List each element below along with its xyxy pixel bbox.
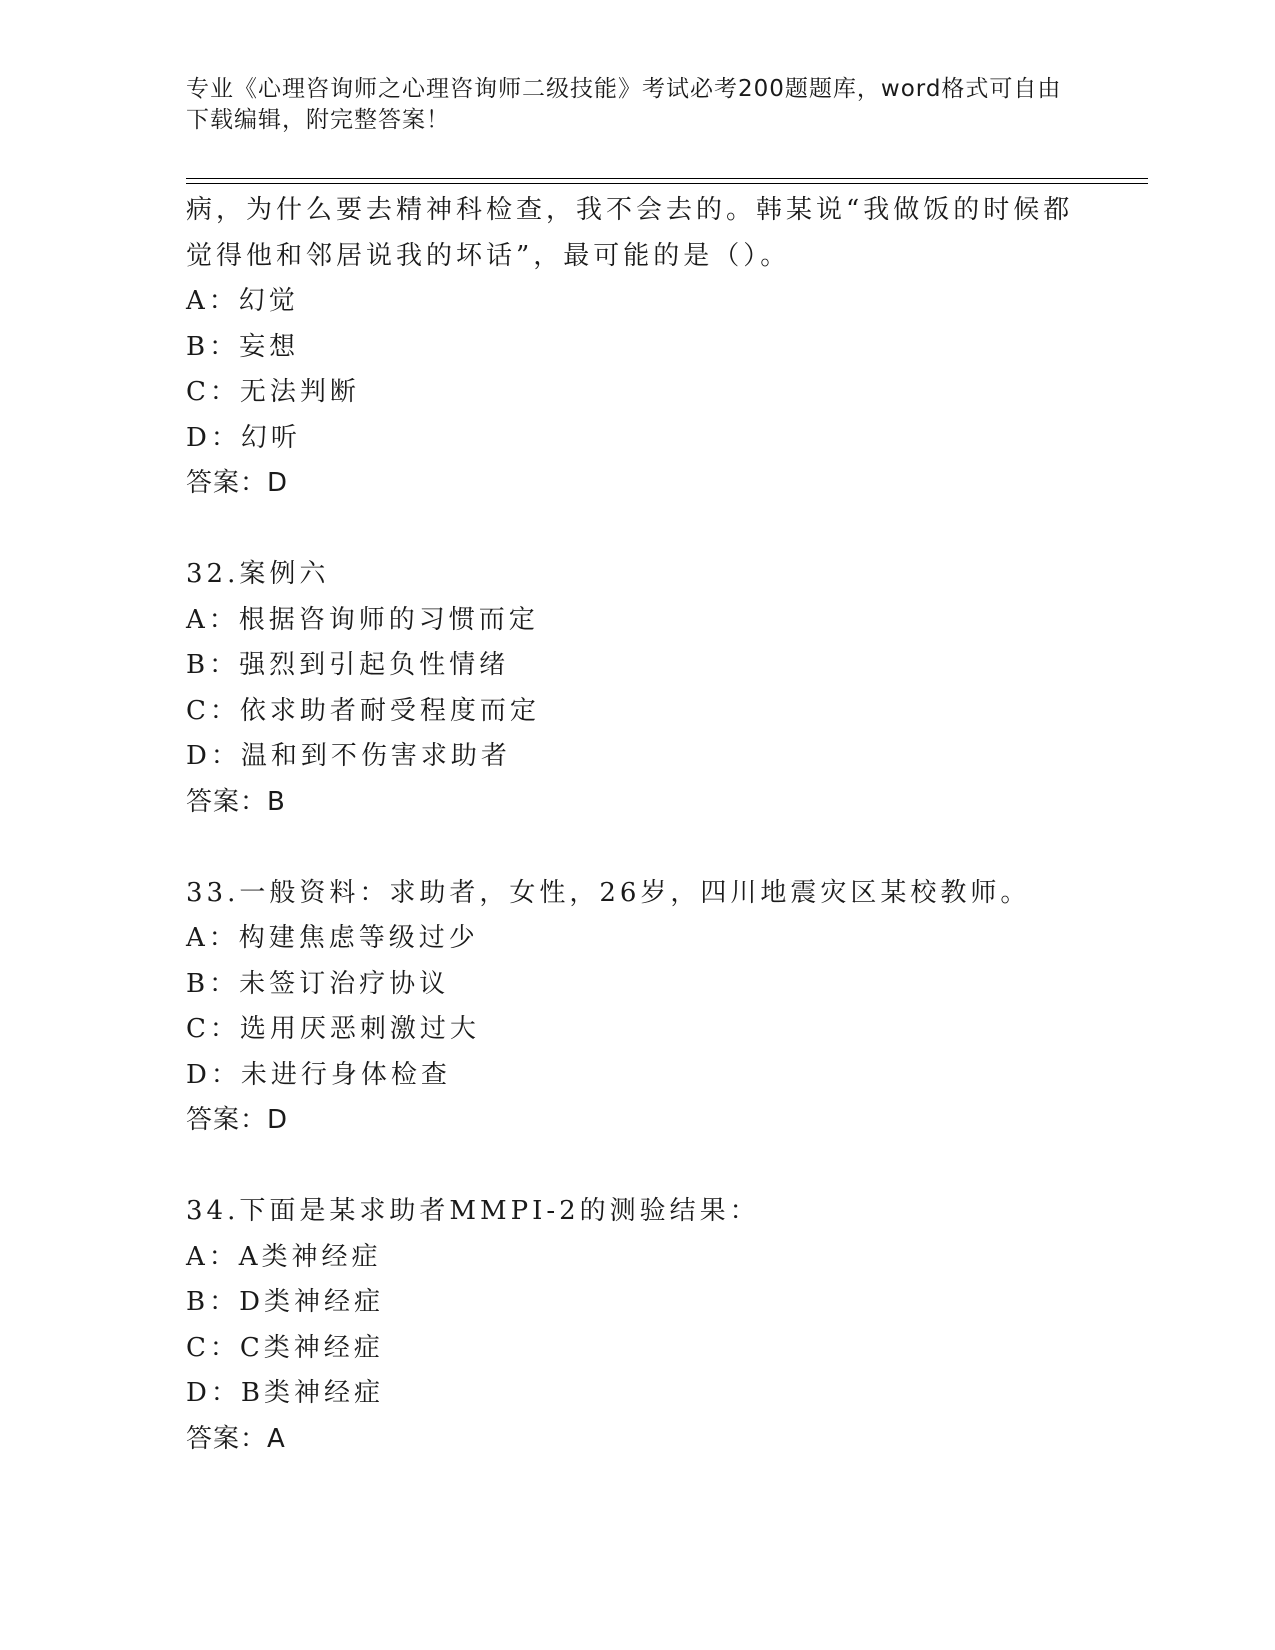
question-block-33	[186, 871, 1086, 1144]
option-b: B：妄想	[186, 331, 300, 362]
header-divider-bottom	[186, 183, 1148, 184]
question-list	[186, 188, 1086, 1462]
answer-line: 答案：B	[186, 786, 286, 817]
question-block-34	[186, 1189, 1086, 1462]
question-stem: 33.一般资料：求助者，女性，26岁，四川地震灾区某校教师。	[186, 877, 1031, 908]
spacer	[186, 507, 1086, 553]
spacer	[186, 825, 1086, 871]
option-a: A：幻觉	[186, 286, 299, 316]
option-d: D：温和到不伤害求助者	[186, 741, 511, 771]
page-header: 专业《心理咨询师之心理咨询师二级技能》考试必考200题题库，word格式可自由下载编辑，附完整答案！	[186, 76, 1062, 133]
option-c: C：选用厌恶刺激过大	[186, 1014, 480, 1044]
answer-line: 答案：D	[186, 1105, 289, 1135]
option-a: A：构建焦虑等级过少	[186, 923, 479, 953]
answer-line: 答案：D	[186, 468, 289, 498]
spacer	[186, 1144, 1086, 1190]
header-divider-top	[186, 178, 1148, 179]
answer-line: 答案：A	[186, 1423, 286, 1454]
question-stem: 32.案例六	[186, 559, 330, 589]
option-b: B：强烈到引起负性情绪	[186, 650, 510, 680]
option-d: D：B类神经症	[186, 1378, 384, 1408]
option-d: D：幻听	[186, 422, 301, 453]
question-block-continued	[186, 188, 1086, 507]
option-c: C：C类神经症	[186, 1332, 384, 1363]
question-stem-line: 觉得他和邻居说我的坏话”，最可能的是（）。	[186, 240, 791, 271]
option-b: B：D类神经症	[186, 1287, 384, 1317]
option-a: A：A类神经症	[186, 1241, 382, 1272]
option-a: A：根据咨询师的习惯而定	[186, 604, 539, 635]
question-block-32	[186, 552, 1086, 825]
option-b: B：未签订治疗协议	[186, 968, 450, 999]
question-stem-line: 病，为什么要去精神科检查，我不会去的。韩某说“我做饭的时候都	[186, 195, 1074, 225]
option-c: C：无法判断	[186, 377, 360, 407]
option-c: C：依求助者耐受程度而定	[186, 695, 540, 726]
option-d: D：未进行身体检查	[186, 1059, 451, 1090]
question-stem: 34.下面是某求助者MMPI-2的测验结果：	[186, 1196, 760, 1226]
